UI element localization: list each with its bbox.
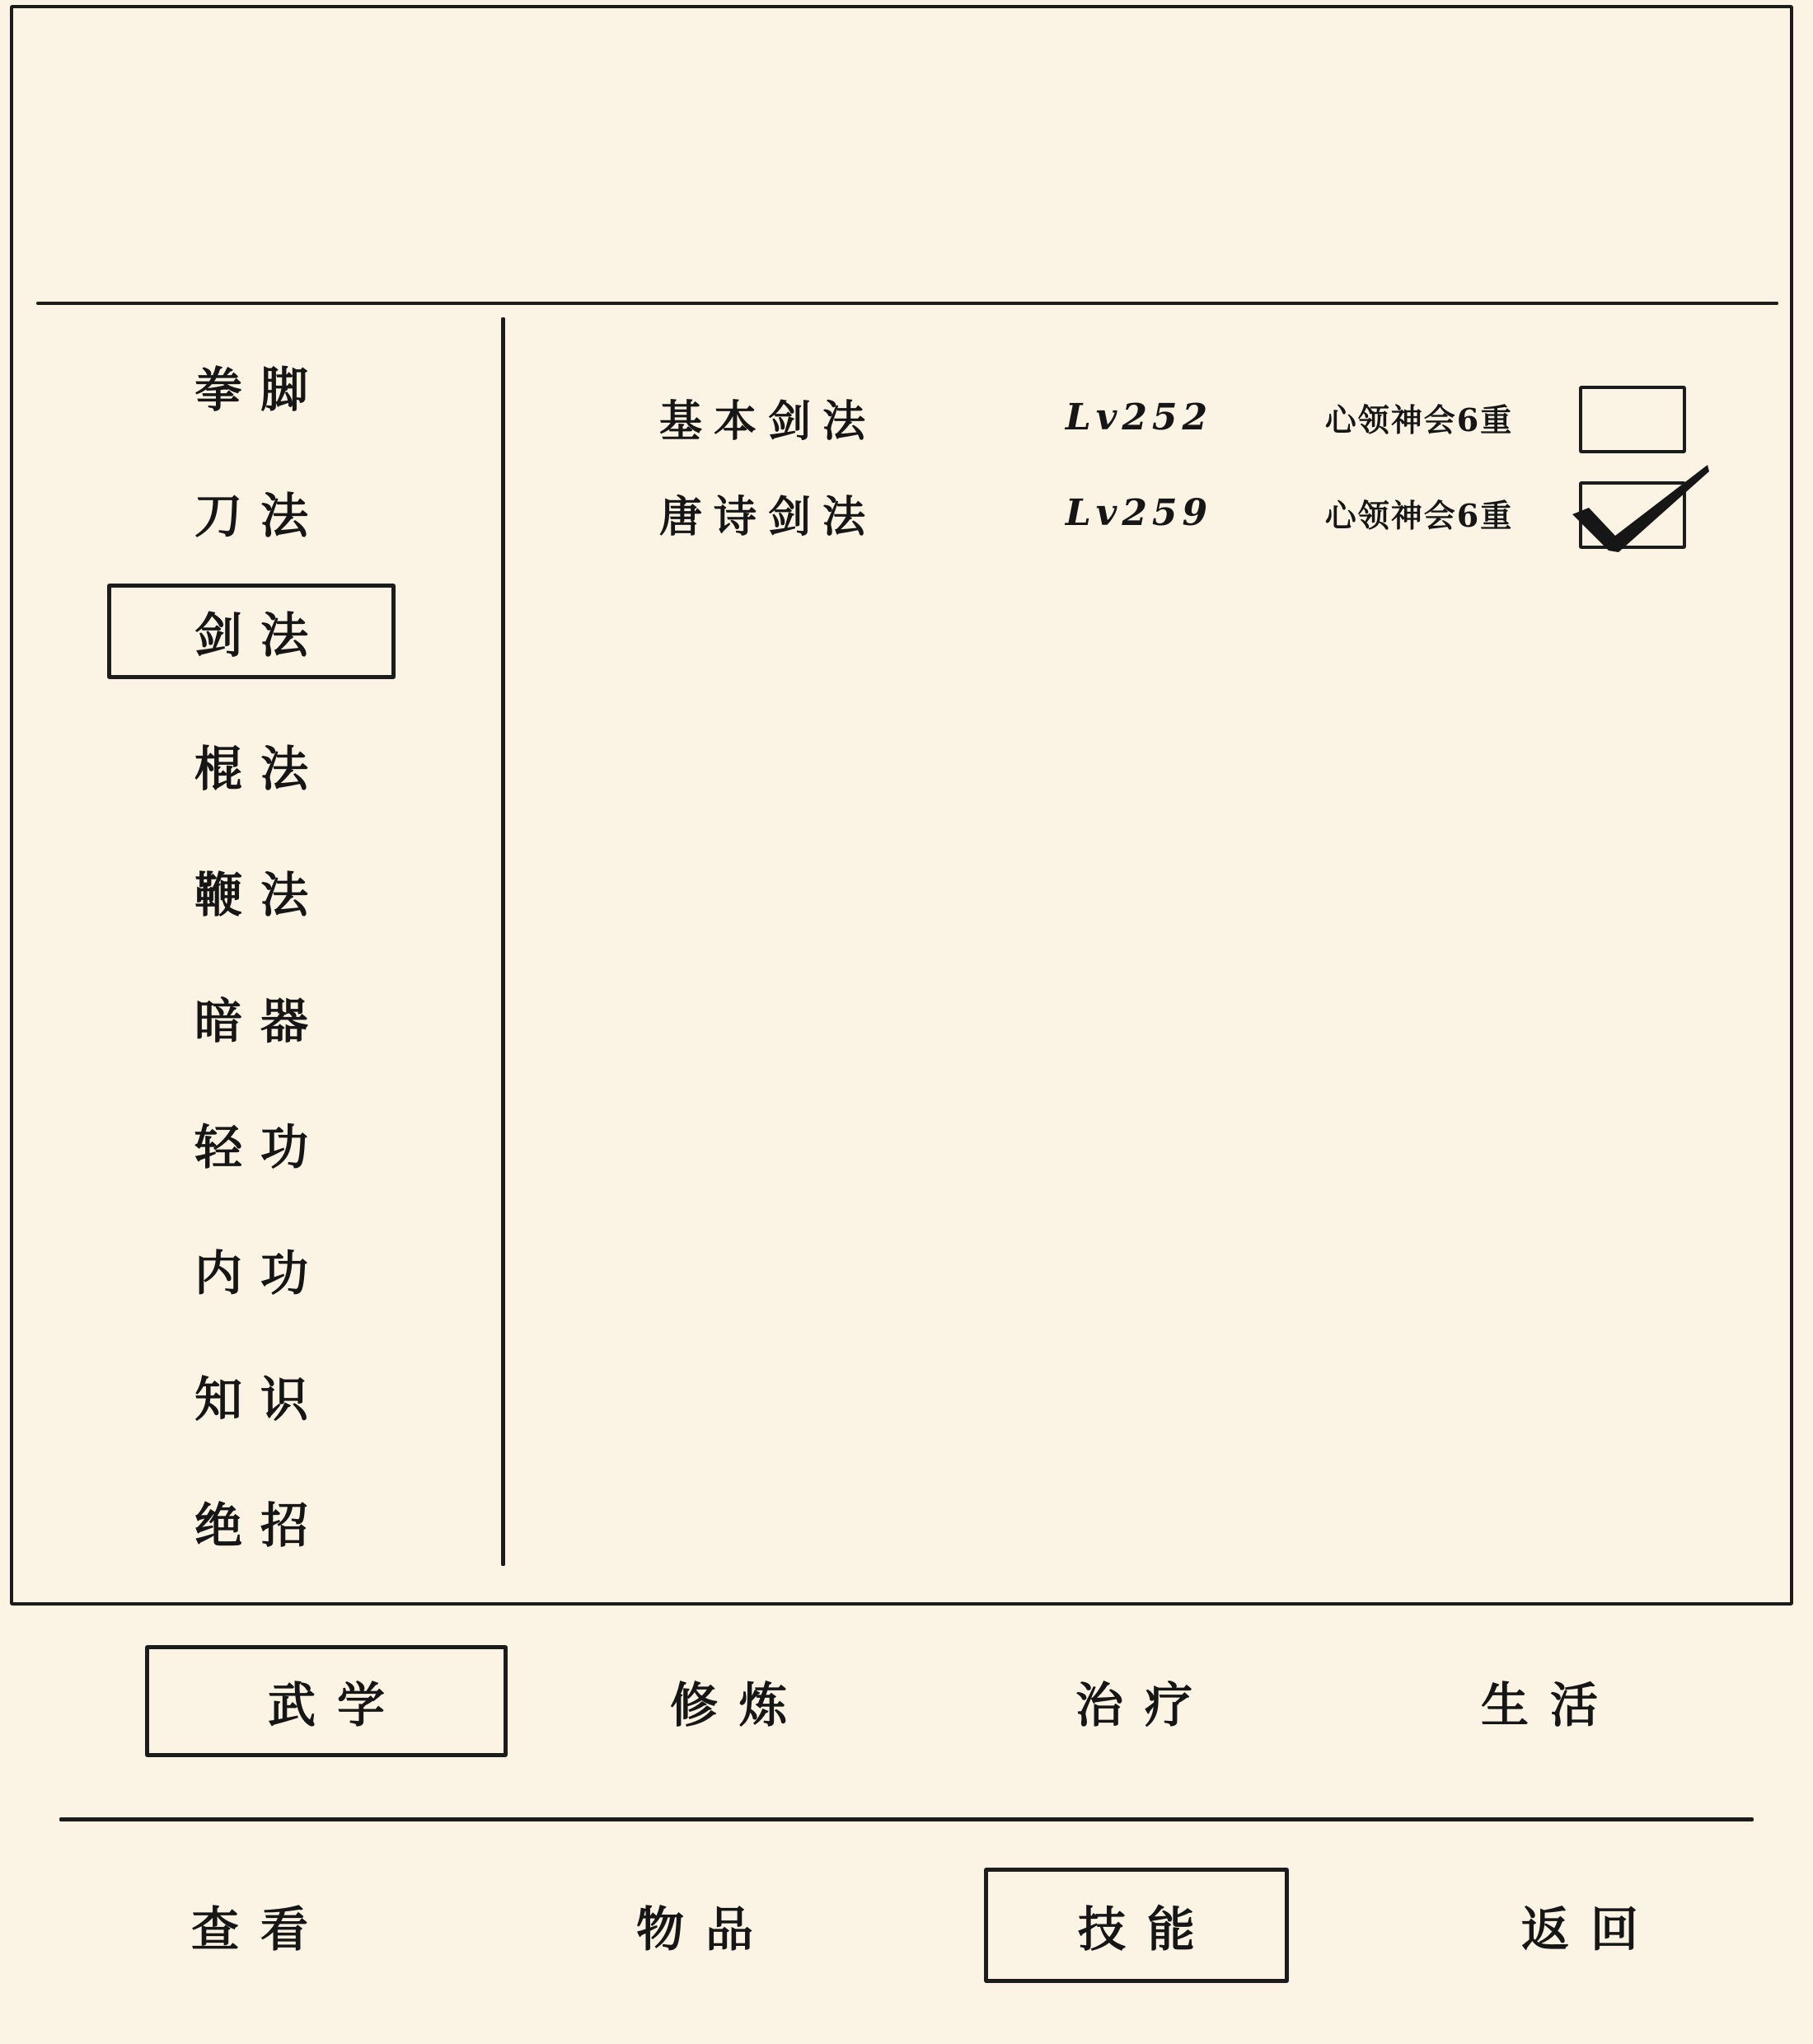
category-label: 鞭法 [194, 867, 326, 923]
nav-view-button[interactable] [97, 1868, 402, 1983]
nav-label: 物品 [635, 1901, 775, 1957]
skill-row[interactable] [659, 376, 1714, 458]
category-label: 内功 [194, 1245, 326, 1301]
category-divider [501, 317, 505, 1566]
tab-label: 修炼 [669, 1677, 808, 1733]
skill-name: 基本剑法 [659, 396, 878, 447]
category-label: 棍法 [194, 741, 326, 797]
tab-xiulian[interactable] [547, 1645, 910, 1757]
tab-label: 生活 [1480, 1677, 1619, 1733]
header-area [16, 12, 1788, 296]
nav-label: 返回 [1520, 1901, 1660, 1957]
category-neigong[interactable] [107, 1221, 396, 1317]
nav-back-button[interactable] [1427, 1868, 1732, 1983]
tab-zhiliao[interactable] [953, 1645, 1315, 1757]
category-label: 暗器 [194, 993, 326, 1049]
tab-label: 治疗 [1075, 1677, 1214, 1733]
nav-label: 技能 [1077, 1901, 1216, 1957]
skill-row[interactable] [659, 471, 1714, 554]
category-label: 拳脚 [194, 362, 326, 418]
nav-label: 查看 [190, 1901, 330, 1957]
category-jianfa[interactable] [107, 584, 396, 679]
category-quanjiao[interactable] [107, 338, 396, 434]
skill-mastery: 心领神会6重 [1324, 401, 1514, 438]
equip-checkbox[interactable] [1579, 386, 1686, 453]
category-label: 知识 [194, 1371, 326, 1428]
category-zhishi[interactable] [107, 1348, 396, 1443]
category-anqi[interactable] [107, 969, 396, 1065]
category-label: 轻功 [194, 1119, 326, 1175]
category-label: 刀法 [194, 488, 326, 544]
header-divider [36, 302, 1778, 305]
footer-divider [59, 1817, 1754, 1821]
category-qinggong[interactable] [107, 1095, 396, 1191]
tab-shenghuo[interactable] [1358, 1645, 1721, 1757]
checkmark-icon [1567, 460, 1716, 559]
skill-level: Lv252 [1065, 396, 1213, 438]
nav-items-button[interactable] [542, 1868, 847, 1983]
skill-mastery: 心领神会6重 [1324, 496, 1514, 534]
category-gunfa[interactable] [107, 717, 396, 813]
category-juezhao[interactable] [107, 1474, 396, 1569]
category-label: 绝招 [194, 1498, 326, 1554]
skill-name: 唐诗剑法 [659, 491, 878, 542]
category-label: 剑法 [194, 607, 326, 663]
nav-skills-button[interactable] [984, 1868, 1289, 1983]
category-bianfa[interactable] [107, 843, 396, 939]
skill-level: Lv259 [1065, 491, 1213, 534]
tab-wuxue[interactable] [145, 1645, 508, 1757]
equip-checkbox[interactable] [1579, 481, 1686, 549]
category-daofa[interactable] [107, 464, 396, 560]
tab-label: 武学 [267, 1677, 406, 1733]
